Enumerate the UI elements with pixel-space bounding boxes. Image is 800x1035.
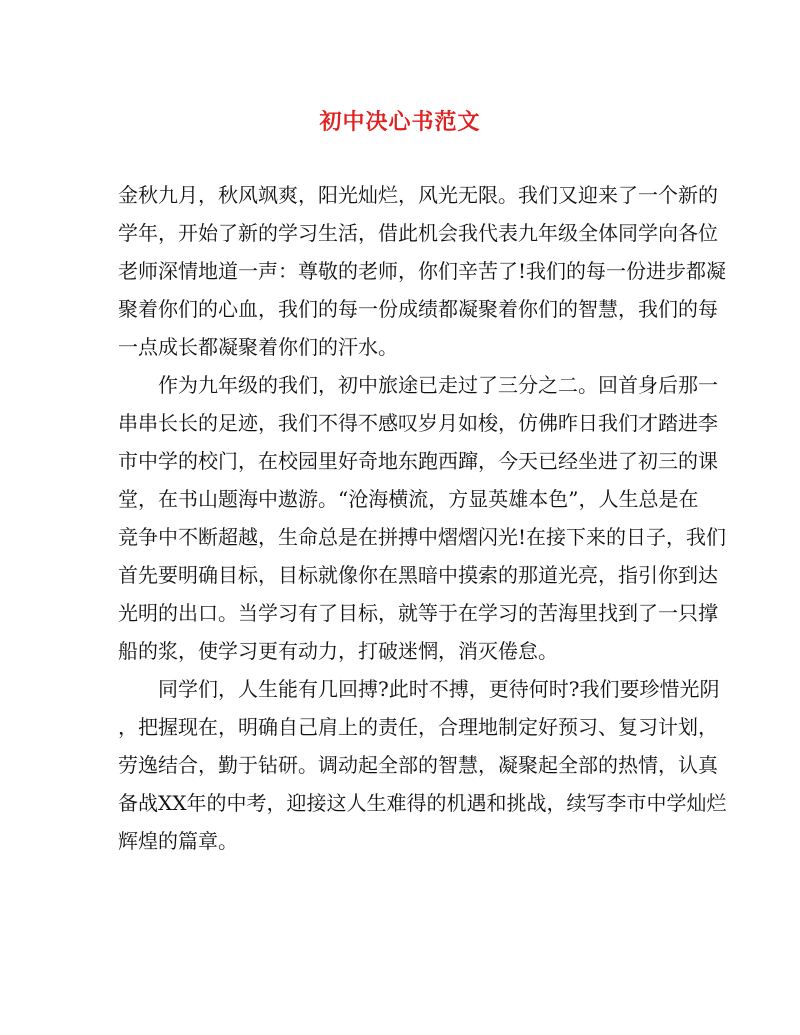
text-line: 劳逸结合，勤于钻研。调动起全部的智慧，凝聚起全部的热情，认真	[118, 753, 718, 777]
document-title: 初中决心书范文	[319, 109, 481, 135]
text-line: 作为九年级的我们，初中旅途已走过了三分之二。回首身后那一	[118, 373, 718, 397]
text-line: 光明的出口。当学习有了目标，就等于在学习的苦海里找到了一只撑	[118, 601, 718, 625]
text-line: 市中学的校门，在校园里好奇地东跑西蹿，今天已经坐进了初三的课	[118, 449, 718, 473]
text-line: 船的浆，使学习更有动力，打破迷惘，消灭倦怠。	[118, 639, 558, 663]
text-line: 串串长长的足迹，我们不得不感叹岁月如梭，仿佛昨日我们才踏进李	[118, 411, 718, 435]
text-line: 同学们，人生能有几回搏?此时不搏，更待何时?我们要珍惜光阴	[118, 677, 720, 701]
text-line: ，把握现在，明确自己肩上的责任，合理地制定好预习、复习计划，	[118, 715, 718, 739]
text-line: 堂，在书山题海中遨游。“沧海横流，方显英雄本色”，人生总是在	[118, 487, 699, 511]
text-line: 竞争中不断超越，生命总是在拼搏中熠熠闪光!在接下来的日子，我们	[118, 525, 727, 549]
text-line: 老师深情地道一声：尊敬的老师，你们辛苦了!我们的每一份进步都凝	[118, 259, 727, 283]
text-line: 一点成长都凝聚着你们的汗水。	[118, 335, 398, 359]
text-line: 聚着你们的心血，我们的每一份成绩都凝聚着你们的智慧，我们的每	[118, 297, 718, 321]
document-body	[118, 176, 727, 860]
text-line: 首先要明确目标，目标就像你在黑暗中摸索的那道光亮，指引你到达	[118, 563, 718, 587]
text-line: 备战XX年的中考，迎接这人生难得的机遇和挑战，续写李市中学灿烂	[118, 791, 727, 815]
text-line: 金秋九月，秋风飒爽，阳光灿烂，风光无限。我们又迎来了一个新的	[118, 183, 718, 207]
text-line: 辉煌的篇章。	[118, 829, 238, 853]
text-line: 学年，开始了新的学习生活，借此机会我代表九年级全体同学向各位	[118, 221, 718, 245]
